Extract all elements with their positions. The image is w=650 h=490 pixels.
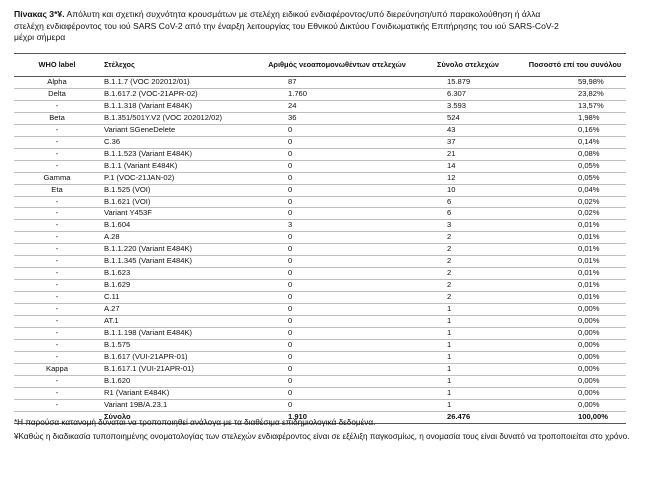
cell-percent: 0,02% — [524, 208, 626, 220]
cell-sequenced: 0 — [262, 148, 412, 160]
cell-percent: 0,00% — [524, 399, 626, 411]
cell-variant: B.1.1.345 (Variant E484K) — [100, 256, 262, 268]
cell-total: 21 — [412, 148, 524, 160]
cell-total: 1 — [412, 316, 524, 328]
caption-label: Πίνακας 3*¥. — [14, 9, 65, 19]
cell-total: 2 — [412, 244, 524, 256]
cell-total: 3 — [412, 220, 524, 232]
table-row — [14, 387, 626, 399]
cell-sequenced: 0 — [262, 172, 412, 184]
cell-total: 1 — [412, 363, 524, 375]
cell-who-label: - — [14, 292, 100, 304]
cell-sequenced: 0 — [262, 316, 412, 328]
cell-total: 15.879 — [412, 77, 524, 89]
cell-sequenced: 0 — [262, 292, 412, 304]
cell-sequenced: 0 — [262, 363, 412, 375]
footnotes — [14, 417, 644, 443]
cell-total: 3.593 — [412, 100, 524, 112]
cell-percent: 0,01% — [524, 232, 626, 244]
cell-who-label: - — [14, 100, 100, 112]
cell-total: 1 — [412, 339, 524, 351]
cell-total: 2 — [412, 256, 524, 268]
cell-total: 1 — [412, 399, 524, 411]
cell-sequenced: 3 — [262, 220, 412, 232]
table-row — [14, 304, 626, 316]
cell-percent: 0,04% — [524, 184, 626, 196]
cell-variant: B.1.1.220 (Variant E484K) — [100, 244, 262, 256]
header-who-label: WHO label — [14, 54, 100, 77]
cell-total: 2 — [412, 268, 524, 280]
table-row — [14, 399, 626, 411]
cell-who-label: - — [14, 328, 100, 340]
cell-who-label: - — [14, 387, 100, 399]
table-row — [14, 280, 626, 292]
footnote-1: *Η παρούσα κατανομή δύναται να τροποποιηθεί ανάλογα με τα διαθέσιμα επιδημιολογικά δεδομένα. — [14, 418, 376, 427]
cell-sequenced: 0 — [262, 339, 412, 351]
cell-sequenced: 36 — [262, 112, 412, 124]
cell-percent: 0,05% — [524, 172, 626, 184]
cell-percent: 59,98% — [524, 77, 626, 89]
cell-variant: Variant 19B/A.23.1 — [100, 399, 262, 411]
cell-percent: 23,82% — [524, 88, 626, 100]
cell-who-label: - — [14, 244, 100, 256]
cell-percent: 0,00% — [524, 363, 626, 375]
cell-percent: 13,57% — [524, 100, 626, 112]
cell-who-label: - — [14, 148, 100, 160]
cell-who-label: Beta — [14, 112, 100, 124]
cell-variant: B.1.1.7 (VOC 202012/01) — [100, 77, 262, 89]
footnote-2: ¥Καθώς η διαδικασία τυποποιημένης ονοματολογίας των στελεχών ενδιαφέροντος είναι σε εξέλιξη παγκοσμίως, η ονομασία τους είναι δυνατό να τροποποιείται στο χρόνο. — [14, 432, 630, 442]
cell-variant: A.28 — [100, 232, 262, 244]
cell-total: 14 — [412, 160, 524, 172]
table-row — [14, 351, 626, 363]
cell-percent: 0,00% — [524, 339, 626, 351]
table-row — [14, 160, 626, 172]
total-percent: 100,00% — [524, 411, 626, 423]
table-row — [14, 112, 626, 124]
cell-sequenced: 24 — [262, 100, 412, 112]
cell-who-label: - — [14, 160, 100, 172]
cell-variant: B.1.617.2 (VOC-21APR-02) — [100, 88, 262, 100]
cell-percent: 0,00% — [524, 304, 626, 316]
cell-who-label: - — [14, 268, 100, 280]
cell-total: 1 — [412, 328, 524, 340]
cell-who-label: - — [14, 280, 100, 292]
total-label: Σύνολο — [100, 411, 262, 423]
cell-sequenced: 0 — [262, 328, 412, 340]
cell-total: 37 — [412, 136, 524, 148]
cell-total: 6 — [412, 208, 524, 220]
table-row — [14, 316, 626, 328]
table-row — [14, 268, 626, 280]
cell-who-label: Eta — [14, 184, 100, 196]
cell-sequenced: 0 — [262, 160, 412, 172]
cell-total: 6.307 — [412, 88, 524, 100]
caption-text-1: Απόλυτη και σχετική συχνότητα κρουσμάτων με στελέχη ειδικού ενδιαφέροντος/υπό διερεύνηση/υπό παρακολούθηση ή άλλα — [64, 9, 541, 19]
cell-percent: 0,00% — [524, 351, 626, 363]
cell-variant: A.27 — [100, 304, 262, 316]
cell-sequenced: 87 — [262, 77, 412, 89]
cell-variant: B.1.1.198 (Variant E484K) — [100, 328, 262, 340]
cell-who-label: - — [14, 351, 100, 363]
cell-variant: B.1.525 (VOI) — [100, 184, 262, 196]
cell-percent: 0,01% — [524, 292, 626, 304]
cell-percent: 0,01% — [524, 220, 626, 232]
cell-percent: 0,02% — [524, 196, 626, 208]
table-row — [14, 100, 626, 112]
cell-percent: 0,16% — [524, 124, 626, 136]
cell-sequenced: 0 — [262, 208, 412, 220]
cell-who-label: - — [14, 232, 100, 244]
cell-sequenced: 0 — [262, 399, 412, 411]
cell-sequenced: 0 — [262, 244, 412, 256]
table-row — [14, 184, 626, 196]
table-row — [14, 256, 626, 268]
header-variant: Στέλεχος — [100, 54, 262, 77]
cell-total: 1 — [412, 351, 524, 363]
table-body — [14, 77, 626, 424]
table-row — [14, 136, 626, 148]
cell-who-label: Delta — [14, 88, 100, 100]
cell-total: 524 — [412, 112, 524, 124]
cell-total: 2 — [412, 292, 524, 304]
cell-percent: 1,98% — [524, 112, 626, 124]
cell-sequenced: 0 — [262, 375, 412, 387]
table-row — [14, 232, 626, 244]
table-row — [14, 172, 626, 184]
cell-percent: 0,01% — [524, 280, 626, 292]
cell-total: 43 — [412, 124, 524, 136]
cell-percent: 0,14% — [524, 136, 626, 148]
total-sequenced: 1.910 — [262, 411, 412, 423]
total-total: 26.476 — [412, 411, 524, 423]
cell-percent: 0,01% — [524, 256, 626, 268]
cell-variant: B.1.617 (VUI-21APR-01) — [100, 351, 262, 363]
cell-total: 1 — [412, 304, 524, 316]
table-header-row — [14, 54, 626, 77]
cell-percent: 0,00% — [524, 328, 626, 340]
cell-who-label: - — [14, 304, 100, 316]
cell-percent: 0,00% — [524, 316, 626, 328]
cell-who-label: - — [14, 375, 100, 387]
cell-percent: 0,08% — [524, 148, 626, 160]
cell-total: 1 — [412, 375, 524, 387]
variants-table-wrapper — [14, 53, 626, 424]
cell-total: 12 — [412, 172, 524, 184]
cell-who-label: Kappa — [14, 363, 100, 375]
cell-sequenced: 0 — [262, 268, 412, 280]
cell-sequenced: 1.760 — [262, 88, 412, 100]
table-row — [14, 88, 626, 100]
table-row — [14, 363, 626, 375]
cell-who-label: - — [14, 124, 100, 136]
table-row — [14, 328, 626, 340]
cell-variant: R1 (Variant E484K) — [100, 387, 262, 399]
caption-line-3: μέχρι σήμερα — [14, 32, 66, 43]
caption-line-1 — [14, 9, 650, 21]
cell-variant: B.1.623 — [100, 268, 262, 280]
caption-line-2: στελέχη ενδιαφέροντος του ιού SARS CoV-2 από την έναρξη λειτουργίας του Εθνικού Δικτύου Γονιδιωματικής Επιτήρησης του ιού SARS-CoV-2 — [14, 20, 559, 31]
cell-percent: 0,05% — [524, 160, 626, 172]
cell-sequenced: 0 — [262, 136, 412, 148]
cell-variant: C.11 — [100, 292, 262, 304]
cell-sequenced: 0 — [262, 351, 412, 363]
cell-percent: 0,01% — [524, 268, 626, 280]
table-row — [14, 208, 626, 220]
cell-total: 6 — [412, 196, 524, 208]
cell-who-label: - — [14, 316, 100, 328]
table-row — [14, 292, 626, 304]
cell-who-label: - — [14, 220, 100, 232]
cell-variant: B.1.620 — [100, 375, 262, 387]
cell-sequenced: 0 — [262, 280, 412, 292]
cell-variant: P.1 (VOC-21JAN-02) — [100, 172, 262, 184]
cell-sequenced: 0 — [262, 256, 412, 268]
cell-sequenced: 0 — [262, 196, 412, 208]
cell-variant: Variant SGeneDelete — [100, 124, 262, 136]
table-row — [14, 196, 626, 208]
table-row — [14, 124, 626, 136]
cell-who-label: - — [14, 256, 100, 268]
table-row — [14, 375, 626, 387]
cell-variant: B.1.617.1 (VUI-21APR-01) — [100, 363, 262, 375]
table-row — [14, 220, 626, 232]
cell-variant: B.1.1.318 (Variant E484K) — [100, 100, 262, 112]
cell-who-label: - — [14, 399, 100, 411]
cell-sequenced: 0 — [262, 232, 412, 244]
table-row — [14, 244, 626, 256]
cell-sequenced: 0 — [262, 124, 412, 136]
cell-total: 2 — [412, 232, 524, 244]
cell-variant: B.1.575 — [100, 339, 262, 351]
cell-variant: B.1.604 — [100, 220, 262, 232]
table-row — [14, 339, 626, 351]
cell-who-label: Alpha — [14, 77, 100, 89]
cell-variant: B.1.351/501Y.V2 (VOC 202012/02) — [100, 112, 262, 124]
cell-who-label: - — [14, 339, 100, 351]
cell-variant: B.1.629 — [100, 280, 262, 292]
cell-variant: B.1.1 (Variant E484K) — [100, 160, 262, 172]
cell-percent: 0,00% — [524, 387, 626, 399]
cell-variant: B.1.1.523 (Variant E484K) — [100, 148, 262, 160]
cell-sequenced: 0 — [262, 387, 412, 399]
cell-percent: 0,00% — [524, 375, 626, 387]
cell-who-label: - — [14, 136, 100, 148]
table-row — [14, 77, 626, 89]
header-total: Σύνολο στελεχών — [412, 54, 524, 77]
table-row — [14, 148, 626, 160]
cell-total: 1 — [412, 387, 524, 399]
cell-variant: Variant Y453F — [100, 208, 262, 220]
cell-total: 10 — [412, 184, 524, 196]
cell-total: 2 — [412, 280, 524, 292]
cell-who-label: Gamma — [14, 172, 100, 184]
cell-variant: C.36 — [100, 136, 262, 148]
cell-who-label: - — [14, 208, 100, 220]
cell-sequenced: 0 — [262, 304, 412, 316]
variants-table — [14, 53, 626, 424]
cell-variant: B.1.621 (VOI) — [100, 196, 262, 208]
cell-who-label: - — [14, 196, 100, 208]
header-percent: Ποσοστό επί του συνόλου — [524, 54, 626, 77]
cell-percent: 0,01% — [524, 244, 626, 256]
table-caption — [14, 9, 650, 44]
cell-variant: AT.1 — [100, 316, 262, 328]
header-sequenced: Αριθμός νεοαπομονωθέντων στελεχών — [262, 54, 412, 77]
cell-sequenced: 0 — [262, 184, 412, 196]
